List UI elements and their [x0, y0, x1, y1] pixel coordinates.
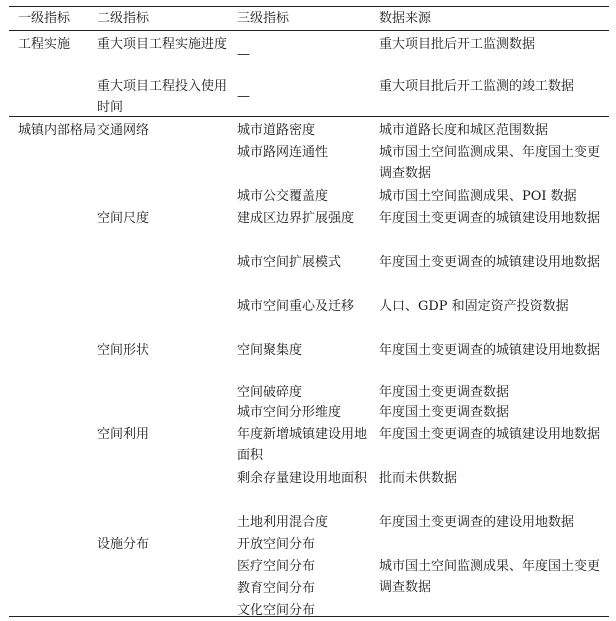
- table-cell: 空间尺度: [97, 211, 150, 226]
- header-level1: 一级指标: [18, 11, 71, 26]
- table-cell: 年度新增城镇建设用地面积: [237, 427, 368, 463]
- table-cell: 空间利用: [97, 427, 150, 442]
- table-cell: —: [237, 47, 250, 62]
- table-cell: 建成区边界扩展强度: [237, 211, 355, 226]
- table-cell: 重大项目工程投入使用时间: [97, 79, 228, 115]
- table-cell: —: [237, 89, 250, 104]
- table-cell: 空间破碎度: [237, 385, 303, 400]
- table-cell: 空间形状: [97, 343, 150, 358]
- table-cell: 教育空间分布: [237, 581, 316, 596]
- table-cell: 批而未供数据: [379, 471, 458, 486]
- table-cell: 设施分布: [97, 537, 150, 552]
- table-cell: 城市路网连通性: [237, 145, 329, 160]
- table-cell: 城市国土空间监测成果、POI 数据: [379, 189, 577, 204]
- table-cell: 年度国土变更调查数据: [379, 405, 510, 420]
- table-cell: 空间聚集度: [237, 343, 303, 358]
- header-level2: 二级指标: [97, 11, 150, 26]
- table-cell: 城市国土空间监测成果、年度国土变更调查数据: [379, 559, 601, 595]
- table-cell: 城市空间重心及迁移: [237, 299, 355, 314]
- table-cell: 年度国土变更调查的城镇建设用地数据: [379, 211, 601, 226]
- table-cell: 年度国土变更调查数据: [379, 385, 510, 400]
- table-cell: 医疗空间分布: [237, 559, 316, 574]
- header-level3: 三级指标: [237, 11, 290, 26]
- table-cell: 年度国土变更调查的城镇建设用地数据: [379, 427, 601, 442]
- table-cell: 城镇内部格局: [18, 123, 97, 138]
- table-cell: 城市道路密度: [237, 123, 316, 138]
- table-cell: 开放空间分布: [237, 537, 316, 552]
- table-cell: 重大项目批后开工监测的竣工数据: [379, 79, 575, 94]
- header-bottom-rule: [9, 30, 609, 31]
- table-cell: 年度国土变更调查的城镇建设用地数据: [379, 343, 601, 358]
- table-cell: 工程实施: [18, 37, 71, 52]
- table-cell: 年度国土变更调查的城镇建设用地数据: [379, 255, 601, 270]
- table-cell: 年度国土变更调查的建设用地数据: [379, 515, 575, 530]
- table-cell: 文化空间分布: [237, 603, 316, 618]
- table-cell: 重大项目批后开工监测数据: [379, 37, 536, 52]
- table-cell: 城市空间扩展模式: [237, 255, 342, 270]
- table-cell: 城市空间分形维度: [237, 405, 342, 420]
- table-cell: 土地利用混合度: [237, 515, 329, 530]
- table-cell: 剩余存量建设用地面积: [237, 471, 368, 486]
- table-cell: 城市国土空间监测成果、年度国土变更调查数据: [379, 145, 601, 181]
- table-cell: 城市道路长度和城区范围数据: [379, 123, 549, 138]
- table-top-rule: [9, 6, 609, 7]
- header-source: 数据来源: [379, 11, 432, 26]
- table-cell: 城市公交覆盖度: [237, 189, 329, 204]
- table-cell: 重大项目工程实施进度: [97, 37, 228, 52]
- table-cell: 人口、GDP 和固定资产投资数据: [379, 299, 569, 314]
- table-cell: 交通网络: [97, 123, 150, 138]
